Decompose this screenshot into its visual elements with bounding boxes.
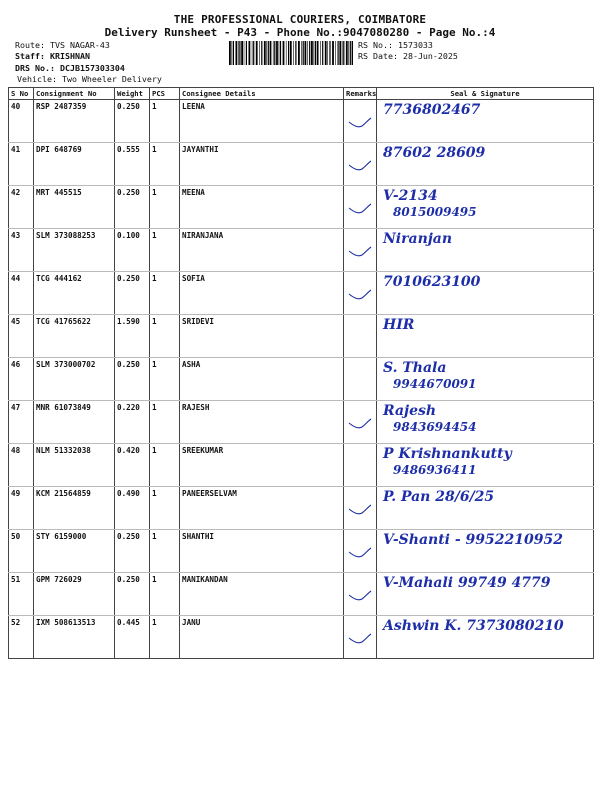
vehicle-label: Vehicle: Two Wheeler Delivery — [17, 74, 162, 84]
handwritten-signature: 8015009495 — [393, 205, 477, 219]
barcode-bar — [256, 41, 258, 65]
barcode-bar — [264, 41, 266, 65]
cell-consignee: ASHA — [180, 358, 344, 401]
barcode-bar — [322, 41, 323, 65]
table-row — [9, 186, 594, 229]
handwritten-signature: 9843694454 — [393, 420, 477, 434]
barcode-bar — [311, 41, 313, 65]
col-signature: Seal & Signature — [377, 88, 594, 100]
cell-consignee: RAJESH — [180, 401, 344, 444]
handwritten-signature: 7010623100 — [383, 274, 481, 290]
barcode-bar — [338, 41, 339, 65]
table-row — [9, 616, 594, 659]
remark-tick-mark — [344, 401, 377, 441]
table-row — [9, 401, 594, 444]
barcode-bar — [350, 41, 351, 65]
col-consignment: Consignment No — [34, 88, 115, 100]
barcode-bar — [314, 41, 315, 65]
table-row — [9, 100, 594, 143]
barcode-bar — [279, 41, 280, 65]
cell-consignee: SHANTHI — [180, 530, 344, 573]
cell-remarks — [344, 272, 377, 315]
barcode-bar — [293, 41, 294, 65]
cell-pcs: 1 — [150, 143, 180, 186]
cell-signature — [377, 229, 594, 272]
barcode-bar — [268, 41, 269, 65]
barcode-bar — [280, 41, 281, 65]
cell-remarks — [344, 573, 377, 616]
cell-consignee: SRIDEVI — [180, 315, 344, 358]
remark-tick-mark — [344, 616, 377, 656]
cell-remarks — [344, 100, 377, 143]
cell-weight: 0.220 — [115, 401, 150, 444]
cell-remarks — [344, 315, 377, 358]
cell-signature — [377, 186, 594, 229]
barcode-bar — [261, 41, 262, 65]
handwritten-signature: 7736802467 — [383, 102, 481, 118]
barcode-bar — [253, 41, 254, 65]
cell-sno: 52 — [9, 616, 34, 659]
handwritten-signature: V-2134 — [383, 188, 438, 204]
cell-consignment-no: SLM 373088253 — [34, 229, 115, 272]
cell-consignment-no: GPM 726029 — [34, 573, 115, 616]
cell-consignment-no: RSP 2487359 — [34, 100, 115, 143]
table-row — [9, 487, 594, 530]
cell-consignee: SREEKUMAR — [180, 444, 344, 487]
barcode-bar — [290, 41, 292, 65]
remark-tick-mark — [344, 186, 377, 226]
barcode-bar — [239, 41, 240, 65]
cell-remarks — [344, 616, 377, 659]
cell-signature — [377, 530, 594, 573]
company-title: THE PROFESSIONAL COURIERS, COIMBATORE — [173, 13, 427, 26]
table-header-row — [9, 88, 594, 100]
handwritten-signature: Ashwin K. 7373080210 — [383, 618, 564, 634]
cell-pcs: 1 — [150, 315, 180, 358]
barcode-bar — [342, 41, 343, 65]
cell-signature — [377, 444, 594, 487]
barcode-bar — [348, 41, 349, 65]
col-consignee: Consignee Details — [180, 88, 344, 100]
cell-consignee: JANU — [180, 616, 344, 659]
barcode-bar — [309, 41, 310, 65]
cell-consignee: MANIKANDAN — [180, 573, 344, 616]
cell-weight: 0.250 — [115, 100, 150, 143]
cell-weight: 0.490 — [115, 487, 150, 530]
cell-pcs: 1 — [150, 573, 180, 616]
barcode-bar — [305, 41, 307, 65]
cell-weight: 1.590 — [115, 315, 150, 358]
cell-sno: 44 — [9, 272, 34, 315]
barcode-bar — [329, 41, 330, 65]
handwritten-signature: P. Pan 28/6/25 — [383, 489, 495, 505]
cell-pcs: 1 — [150, 530, 180, 573]
cell-remarks — [344, 401, 377, 444]
barcode-bar — [252, 41, 253, 65]
cell-pcs: 1 — [150, 487, 180, 530]
table-row — [9, 444, 594, 487]
handwritten-signature: Rajesh — [383, 403, 437, 419]
staff-label: Staff: KRISHNAN — [15, 51, 90, 61]
table-row — [9, 573, 594, 616]
cell-weight: 0.250 — [115, 530, 150, 573]
cell-sno: 45 — [9, 315, 34, 358]
runsheet-subtitle: Delivery Runsheet - P43 - Phone No.:9047080280 - Page No.:4 — [104, 26, 496, 39]
table-row — [9, 272, 594, 315]
barcode-bar — [236, 41, 238, 65]
barcode-bar — [259, 41, 260, 65]
barcode-bar — [332, 41, 334, 65]
barcode-bar — [335, 41, 336, 65]
cell-weight: 0.100 — [115, 229, 150, 272]
barcode-bar — [339, 41, 341, 65]
cell-sno: 40 — [9, 100, 34, 143]
barcode-bar — [315, 41, 316, 65]
cell-consignment-no: MNR 61073849 — [34, 401, 115, 444]
cell-signature — [377, 143, 594, 186]
cell-sno: 41 — [9, 143, 34, 186]
cell-weight: 0.420 — [115, 444, 150, 487]
cell-pcs: 1 — [150, 358, 180, 401]
barcode-bar — [249, 41, 251, 65]
barcode-bar — [241, 41, 243, 65]
cell-sno: 47 — [9, 401, 34, 444]
cell-sno: 42 — [9, 186, 34, 229]
barcode-bar — [352, 41, 353, 65]
barcode-image — [229, 41, 353, 65]
barcode-bar — [320, 41, 321, 65]
cell-pcs: 1 — [150, 186, 180, 229]
cell-consignee: LEENA — [180, 100, 344, 143]
cell-consignment-no: TCG 444162 — [34, 272, 115, 315]
handwritten-signature: Niranjan — [383, 231, 453, 247]
remark-tick-mark — [344, 272, 377, 312]
cell-signature — [377, 358, 594, 401]
cell-consignment-no: NLM 51332038 — [34, 444, 115, 487]
handwritten-signature: P Krishnankutty — [383, 446, 512, 462]
table-row — [9, 229, 594, 272]
cell-consignee: NIRANJANA — [180, 229, 344, 272]
cell-weight: 0.555 — [115, 143, 150, 186]
cell-weight: 0.445 — [115, 616, 150, 659]
cell-signature — [377, 401, 594, 444]
cell-remarks — [344, 143, 377, 186]
cell-consignment-no: KCM 21564859 — [34, 487, 115, 530]
cell-consignment-no: IXM 508613513 — [34, 616, 115, 659]
cell-pcs: 1 — [150, 401, 180, 444]
barcode-bar — [283, 41, 285, 65]
barcode-bar — [346, 41, 348, 65]
remark-tick-mark — [344, 530, 377, 570]
barcode-bar — [325, 41, 327, 65]
col-sno: S No — [9, 88, 34, 100]
handwritten-signature: 9944670091 — [393, 377, 477, 391]
barcode-bar — [343, 41, 344, 65]
barcode-bar — [274, 41, 275, 65]
staff-name: KRISHNAN — [49, 51, 90, 61]
barcode-bar — [273, 41, 274, 65]
remark-tick-mark — [344, 143, 377, 183]
cell-weight: 0.250 — [115, 358, 150, 401]
cell-signature — [377, 616, 594, 659]
cell-remarks — [344, 444, 377, 487]
barcode-bar — [298, 41, 300, 65]
barcode-bar — [276, 41, 278, 65]
table-row — [9, 530, 594, 573]
cell-remarks — [344, 186, 377, 229]
cell-remarks — [344, 358, 377, 401]
cell-weight: 0.250 — [115, 186, 150, 229]
barcode-bar — [327, 41, 328, 65]
cell-consignment-no: SLM 373000702 — [34, 358, 115, 401]
cell-sno: 49 — [9, 487, 34, 530]
barcode-bar — [288, 41, 289, 65]
cell-consignment-no: MRT 445515 — [34, 186, 115, 229]
cell-remarks — [344, 487, 377, 530]
remark-tick-mark — [344, 229, 377, 269]
cell-pcs: 1 — [150, 100, 180, 143]
handwritten-signature: 87602 28609 — [383, 145, 486, 161]
cell-consignment-no: DPI 648769 — [34, 143, 115, 186]
col-remarks: Remarks — [344, 88, 377, 100]
barcode-bar — [317, 41, 319, 65]
table-row — [9, 315, 594, 358]
cell-consignee: JAYANTHI — [180, 143, 344, 186]
barcode-bar — [270, 41, 272, 65]
cell-pcs: 1 — [150, 444, 180, 487]
barcode-bar — [244, 41, 245, 65]
cell-remarks — [344, 229, 377, 272]
rs-date: RS Date: 28-Jun-2025 — [358, 51, 458, 61]
col-pcs: PCS — [150, 88, 180, 100]
cell-sno: 43 — [9, 229, 34, 272]
handwritten-signature: V-Mahali 99749 4779 — [383, 575, 551, 591]
cell-pcs: 1 — [150, 272, 180, 315]
cell-sno: 48 — [9, 444, 34, 487]
cell-pcs: 1 — [150, 229, 180, 272]
barcode-bar — [307, 41, 308, 65]
cell-sno: 46 — [9, 358, 34, 401]
barcode-bar — [238, 41, 239, 65]
table-row — [9, 358, 594, 401]
barcode-bar — [246, 41, 247, 65]
cell-consignment-no: STY 6159000 — [34, 530, 115, 573]
cell-consignment-no: TCG 41765622 — [34, 315, 115, 358]
cell-weight: 0.250 — [115, 272, 150, 315]
barcode-bar — [229, 41, 231, 65]
barcode-bar — [232, 41, 233, 65]
cell-remarks — [344, 530, 377, 573]
cell-consignee: PANEERSELVAM — [180, 487, 344, 530]
table-row — [9, 143, 594, 186]
cell-pcs: 1 — [150, 616, 180, 659]
remark-tick-mark — [344, 100, 377, 140]
cell-signature — [377, 100, 594, 143]
remark-tick-mark — [344, 487, 377, 527]
cell-signature — [377, 487, 594, 530]
handwritten-signature: 9486936411 — [393, 463, 477, 477]
handwritten-signature: S. Thala — [383, 360, 447, 376]
cell-sno: 51 — [9, 573, 34, 616]
runsheet-table — [8, 87, 594, 659]
barcode-bar — [303, 41, 304, 65]
cell-weight: 0.250 — [115, 573, 150, 616]
barcode-bar — [295, 41, 296, 65]
rs-number: RS No.: 1573033 — [358, 40, 433, 50]
cell-sno: 50 — [9, 530, 34, 573]
col-weight: Weight — [115, 88, 150, 100]
cell-signature — [377, 573, 594, 616]
remark-tick-mark — [344, 573, 377, 613]
cell-consignee: SOFIA — [180, 272, 344, 315]
cell-signature — [377, 272, 594, 315]
barcode-bar — [266, 41, 267, 65]
barcode-bar — [233, 41, 234, 65]
drs-number: DCJB157303304 — [59, 63, 125, 73]
cell-consignee: MEENA — [180, 186, 344, 229]
cell-signature — [377, 315, 594, 358]
drs-label: DRS No.: DCJB157303304 — [15, 63, 125, 73]
handwritten-signature: HIR — [383, 317, 415, 333]
barcode-bar — [301, 41, 302, 65]
route-label: Route: TVS NAGAR-43 — [15, 40, 110, 50]
handwritten-signature: V-Shanti - 9952210952 — [383, 532, 563, 548]
barcode-bar — [286, 41, 287, 65]
